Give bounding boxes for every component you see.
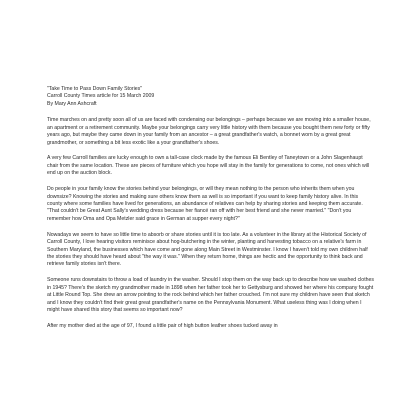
publication-line: Carroll County Times article for 15 March 2009 [47,93,155,100]
body-paragraph: A very few Carroll families are lucky enough to own a tall-case clock made by the famous Eli Bentley of Taneytown or a John Slagenhaupt chair from the same location. These are pieces of furniture which you hope will stay in the family for generations to come, not ones which will end up on the auction block. [47,155,370,177]
body-paragraph: Time marches on and pretty soon all of us are faced with condensing our belongings – perhaps because we are moving into a smaller house, an apartment or a retirement community. Maybe your belongings carry very little history with them because you bought them new forty or fifty years ago, but maybe they came down in your family from an ancestor – a great grandfather's watch, a bonnet worn by a great great grandmother, or something a bit less exotic like a your grandfather's shoes. [47,117,371,146]
article-title: "Take Time to Pass Down Family Stories" [47,86,143,92]
author-byline: By Mary Ann Ashcraft [47,100,97,107]
body-paragraph: Someone runs downstairs to throw a load of laundry in the washer. Should I stop them on the way back up to describe how we washed clothes in 1945? There's the sketch my grandmother made in 1898 when her father took her to Gettysburg and showed her where his company fought at Little Round Top. She drew an arrow pointing to the rock behind which her father crouched. I'm not sure my children have seen that sketch and I know they couldn't find their great great grandfather's name on the Pennsylvania Monument. What useless thing was I doing when I might have shared this story that seems so important now? [47,277,374,314]
body-paragraph: After my mother died at the age of 97, I found a little pair of high button leather shoes tucked away in [47,322,278,329]
body-paragraph: Do people in your family know the stories behind your belongings, or will they mean nothing to the person who inherits them when you downsize? Knowing the stories and making sure others know them as well is so important if you want to keep family history alive. In this county where some families have lived for generations, an abundance of relatives can help by sharing stories and keeping them accurate. "That couldn't be Great Aunt Sally's wedding dress because her fiancé ran off with her best friend and she never married." "Don't you remember how Oma and Opa Metzler said grace in German at supper every night?" [47,186,363,222]
article-header [47,86,374,108]
body-paragraph: Nowadays we seem to have so little time to absorb or share stories until it is too late. As a volunteer in the library at the Historical Society of Carroll County, I love hearing visitors reminisce about hog-butchering in the winter, planting and harvesting tobacco on a relative's farm in Southern Maryland, the businesses which have come and gone along Main Street in Westminster. I know I haven't told my own children half the stories they should have heard about "the way it was." When they return home, things are hectic and the opportunity to think back and retrieve family stories isn't there. [47,231,368,268]
